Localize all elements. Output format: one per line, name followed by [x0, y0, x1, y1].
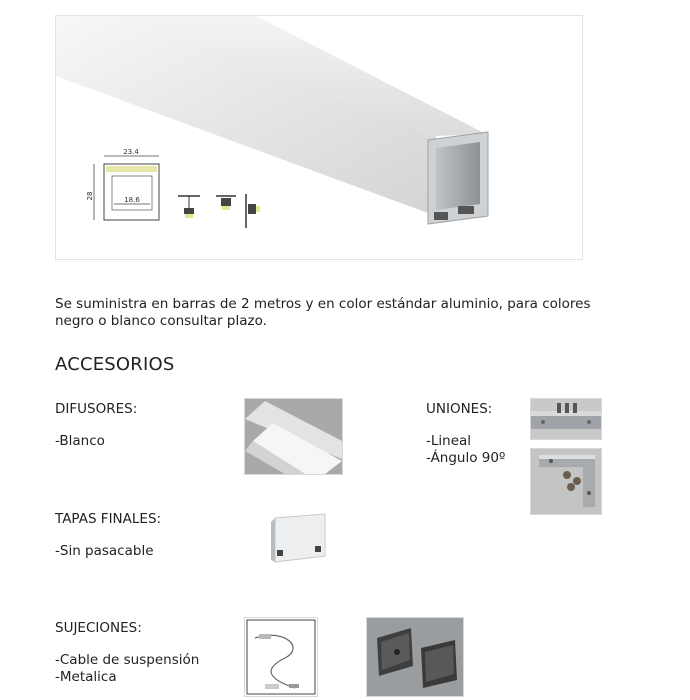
uniones-item-angulo: -Ángulo 90º [426, 450, 506, 466]
mounting-pictograms [178, 194, 260, 228]
dim-inner-label: 18.6 [124, 196, 140, 204]
profile-slot-right [458, 206, 474, 214]
tapas-label: TAPAS FINALES: [55, 511, 162, 527]
profile-end-cavity [436, 142, 480, 210]
sujeciones-item-cable: -Cable de suspensión [55, 652, 200, 668]
difusor-image [244, 398, 343, 475]
difusores-item-blanco: -Blanco [55, 433, 105, 449]
sujeciones-label: SUJECIONES: [55, 620, 142, 636]
dim-side-label: 28 [86, 191, 94, 201]
uniones-item-lineal: -Lineal [426, 433, 472, 449]
difusores-label: DIFUSORES: [55, 401, 138, 417]
uniones-label: UNIONES: [426, 401, 493, 417]
intro-text-line-1: Se suministra en barras de 2 metros y en color estándar aluminio, para colores [55, 296, 591, 312]
tapas-item-sin-pasacable: -Sin pasacable [55, 543, 154, 559]
sujeciones-item-metalica: -Metalica [55, 669, 117, 685]
profile-product-image [55, 15, 583, 260]
dim-top-label: 23.4 [123, 148, 139, 156]
union-lineal-image [530, 398, 602, 440]
intro-text-line-2: negro o blanco consultar plazo. [55, 313, 267, 329]
tapa-final-image [265, 510, 330, 566]
sujecion-metalica-image [366, 617, 464, 697]
profile-slot-left [434, 212, 448, 220]
profile-technical-drawing [86, 148, 159, 220]
accesorios-heading: ACCESORIOS [55, 354, 175, 375]
union-angulo-image [530, 448, 602, 515]
cable-suspension-image [244, 617, 318, 697]
